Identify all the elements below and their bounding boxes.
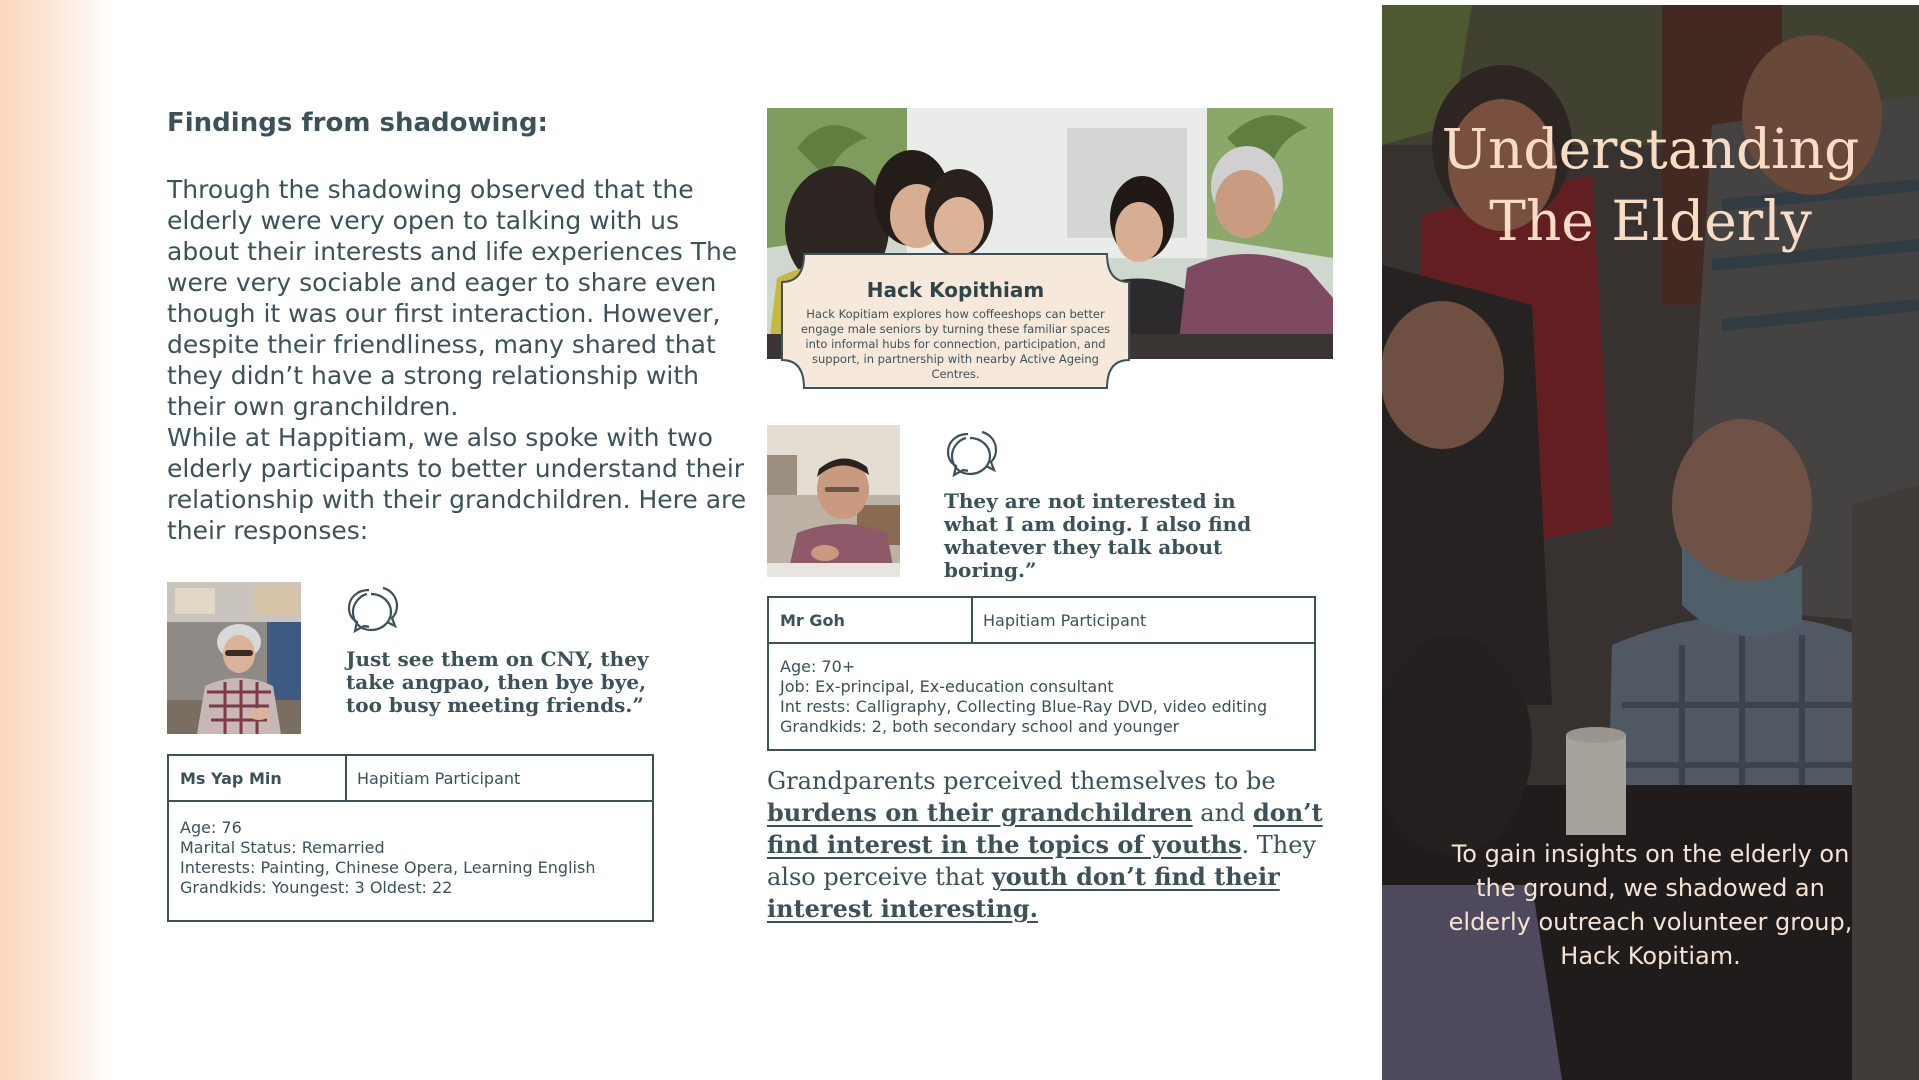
- speech-bubbles-icon: [944, 428, 1000, 484]
- insight-text: . They also perceive that: [767, 831, 1316, 891]
- panel-body-text: To gain insights on the elderly on the ground, we shadowed an elderly outreach volunteer group, Hack Kopitiam.: [1448, 840, 1853, 970]
- insight-statement: [767, 766, 1327, 925]
- findings-heading: Findings from shadowing:: [167, 108, 548, 138]
- participant-role: Hapitiam Participant: [983, 610, 1147, 630]
- profile-details: [769, 644, 1314, 737]
- detail-age: Age: 70+: [780, 657, 856, 676]
- detail-job: Job: Ex-principal, Ex-education consultant: [780, 677, 1114, 696]
- hack-kopitiam-description: Hack Kopitiam explores how coffeeshops can better engage male seniors by turning these familiar spaces into informal hubs for connection, participation, and support, in partnership with nearby Active Ageing Centres.: [800, 307, 1111, 381]
- insight-highlight-burdens: burdens on their grandchildren: [767, 798, 1193, 827]
- panel-title-line-1: Understanding: [1441, 117, 1860, 181]
- participant-name: Ms Yap Min: [169, 756, 347, 800]
- right-photo-panel: [1382, 5, 1919, 1080]
- mr-goh-quote: They are not interested in what I am doing. I also find whatever they talk about boring.”: [944, 489, 1252, 582]
- panel-title-line-2: The Elderly: [1489, 189, 1812, 253]
- insight-text: .: [1029, 894, 1038, 923]
- ms-yap-min-quote: Just see them on CNY, they take angpao, then bye bye, too busy meeting friends.”: [346, 647, 649, 717]
- detail-interests: Int rests: Calligraphy, Collecting Blue-Ray DVD, video editing: [780, 697, 1268, 716]
- profile-header: [169, 756, 652, 802]
- detail-interests: Interests: Painting, Chinese Opera, Learning English: [180, 858, 596, 877]
- detail-marital-status: Marital Status: Remarried: [180, 838, 385, 857]
- insight-highlight-topics: don’t find interest in the topics of youths: [767, 798, 1323, 859]
- speech-bubbles-icon: [345, 584, 401, 640]
- ms-yap-min-photo: [167, 582, 301, 734]
- findings-paragraph-1: Through the shadowing observed that the elderly were very open to talking with us about their interests and life experiences The were very sociable and eager to share even though it was our first interaction. However, despite their friendliness, many shared that they didn’t have a strong relationship with their own granchildren.: [167, 175, 738, 421]
- panel-title: [1382, 113, 1919, 257]
- participant-name: Mr Goh: [769, 598, 973, 642]
- profile-details: [169, 802, 652, 898]
- insight-highlight-interest: youth don’t find their interest interesting: [767, 862, 1280, 923]
- findings-paragraph-2: While at Happitiam, we also spoke with two elderly participants to better understand their relationship with their grandchildren. Here are their responses:: [167, 423, 747, 545]
- profile-header: [769, 598, 1314, 644]
- ms-yap-min-profile-card: [167, 754, 654, 922]
- mr-goh-photo: [767, 425, 900, 577]
- hack-kopitiam-title: Hack Kopithiam: [866, 278, 1045, 302]
- insight-text: Grandparents perceived themselves to be: [767, 767, 1276, 795]
- insight-text: and: [1192, 799, 1254, 827]
- participant-role: Hapitiam Participant: [357, 768, 521, 788]
- hack-kopitiam-label-card: [780, 252, 1131, 390]
- mr-goh-profile-card: [767, 596, 1316, 751]
- detail-age: Age: 76: [180, 818, 242, 837]
- detail-grandkids: Grandkids: 2, both secondary school and younger: [780, 717, 1180, 736]
- detail-grandkids: Grandkids: Youngest: 3 Oldest: 22: [180, 878, 453, 897]
